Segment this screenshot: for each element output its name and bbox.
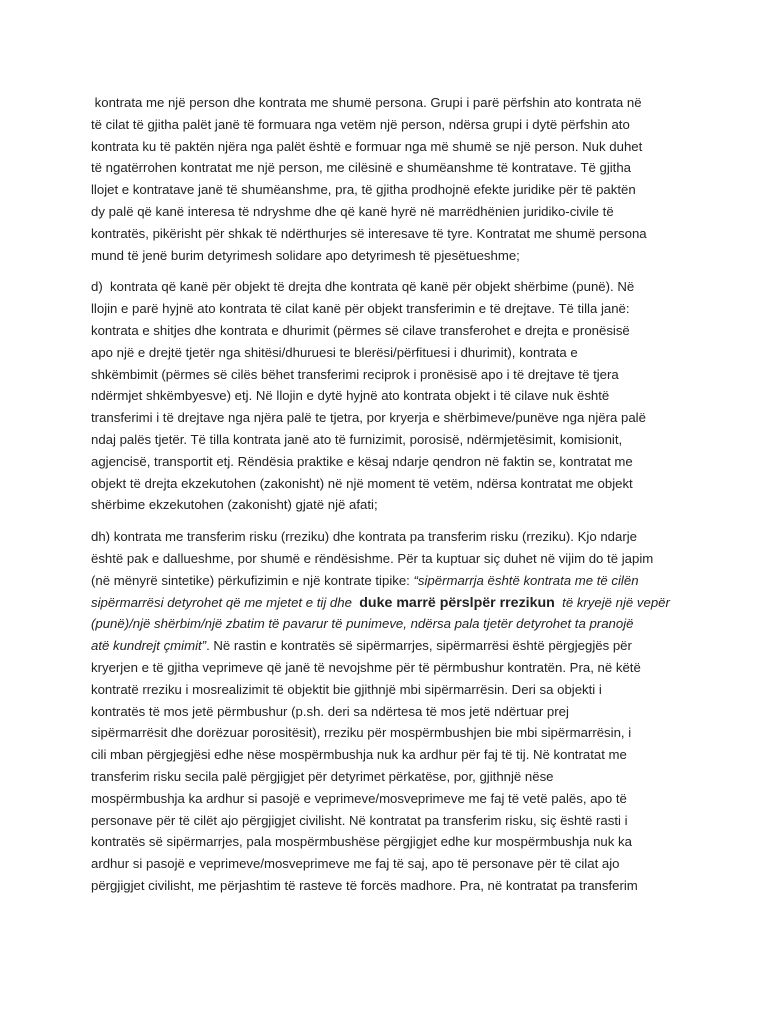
- text-line: kontratës, pikërisht për shkak të ndërthurjes së interesave të tyre. Kontratat me shumë persona: [91, 225, 647, 241]
- text-line: përgjigjet civilisht, me përjashtim të rasteve të forcës madhore. Pra, në kontratat pa transferim: [91, 877, 638, 893]
- text-line: shërbime ekzekutohen (zakonisht) gjatë një afati;: [91, 497, 378, 513]
- italic-text-segment: të kryejë një vepër: [554, 594, 670, 610]
- text-line: transferimi i të drejtave nga njëra palë te tjetra, por kryerja e shërbimeve/punëve nga njëra palë: [91, 410, 646, 426]
- paragraph: [91, 526, 741, 897]
- text-line: transferim risku secila palë përgjigjet për detyrimet përkatëse, por, gjithnjë nëse: [91, 768, 554, 784]
- text-line: ndaj palës tjetër. Të tilla kontrata janë ato të furnizimit, porosisë, ndërmjetësimit, komisionit,: [91, 431, 623, 447]
- text-segment: . Në rastin e kontratës së sipërmarrjes, sipërmarrësi është përgjegjës për: [206, 638, 632, 654]
- text-line: kontratës së sipërmarrjes, pala mospërmbushëse përgjigjet edhe kur mospërmbushja nuk ka: [91, 834, 632, 850]
- italic-text-segment: (punë)/një shërbim/një zbatim të pavarur të punimeve, ndërsa pala tjetër detyrohet ta pranojë: [91, 616, 634, 632]
- text-line: agjencisë, transportit etj. Rëndësia praktike e kësaj ndarje qendron në faktin se, kontratat me: [91, 453, 633, 469]
- text-line: kontrata ku të paktën njëra nga palët është e formuar nga më shumë se një person. Nuk duhet: [91, 138, 643, 154]
- document-body: [91, 92, 741, 907]
- text-line: kontratë rreziku i mosrealizimit të objektit bie gjithnjë mbi sipërmarrësin. Deri sa objekti i: [91, 681, 602, 697]
- text-line: mospërmbushja ka ardhur si pasojë e veprimeve/mosveprimeve me faj të vetë palës, apo të: [91, 790, 627, 806]
- text-line: dh) kontrata me transferim risku (rreziku) dhe kontrata pa transferim risku (rreziku). Kjo ndarje: [91, 529, 637, 545]
- text-line: kontrata me një person dhe kontrata me shumë persona. Grupi i parë përfshin ato kontrata në: [91, 95, 642, 110]
- paragraph: [91, 92, 741, 266]
- text-line: kryerjen e të gjitha veprimeve që janë të nevojshme për të përmbushur kontratën. Pra, në këtë: [91, 659, 641, 675]
- text-line: objekt të drejta ekzekutohen (zakonisht) në një moment të vetëm, ndërsa kontratat me objekt: [91, 475, 633, 491]
- text-line: [91, 570, 741, 592]
- text-line: kontrata e shitjes dhe kontrata e dhurimit (përmes së cilave transferohet e drejta e pronësisë: [91, 322, 630, 338]
- text-line: kontratës të mos jetë përmbushur (p.sh. deri sa ndërtesa të mos jetë ndërtuar prej: [91, 703, 569, 719]
- text-line: personave për të cilët ajo përgjigjet civilisht. Në kontratat pa transferim risku, siç është rasti i: [91, 812, 628, 828]
- text-line: [91, 613, 741, 635]
- text-line: dy palë që kanë interesa të ndryshme dhe që kanë hyrë në marrëdhënien juridiko-civile të: [91, 203, 614, 219]
- text-line: llojin e parë hyjnë ato kontrata të cilat kanë për objekt transferimin e të drejtave. Të tilla janë:: [91, 301, 630, 317]
- text-line: apo një e drejtë tjetër nga shitësi/dhuruesi te blerësi/përfituesi i dhurimit), kontrata e: [91, 344, 578, 360]
- text-line: cili mban përgjegjësi edhe nëse mospërmbushja nuk ka ardhur për faj të tij. Në kontratat me: [91, 747, 627, 763]
- text-line: të ngatërrohen kontratat me një person, me cilësinë e shumëanshme të kontratave. Të gjitha: [91, 160, 632, 176]
- text-line: të cilat të gjitha palët janë të formuara nga vetëm një person, ndërsa grupi i dytë përfshin ato: [91, 116, 630, 132]
- text-line: sipërmarrësit dhe dorëzuar porositësit), rreziku për mospërmbushjen bie mbi sipërmarrësin, i: [91, 725, 632, 741]
- italic-text-segment: “sipërmarrja është kontrata me të cilën: [413, 572, 639, 588]
- paragraph: [91, 276, 741, 516]
- text-line: mund të jenë burim detyrimesh solidare apo detyrimesh të pjesëtueshme;: [91, 247, 520, 263]
- text-line: shkëmbimit (përmes së cilës bëhet transferimi reciprok i pronësisë apo i të drejtave të tjera: [91, 366, 619, 382]
- bold-text-segment: duke marrë përslpër rrezikun: [359, 594, 555, 611]
- text-line: ndërmjet shkëmbyesve) etj. Në llojin e dytë hyjnë ato kontrata objekt i të cilave nuk është: [91, 388, 610, 404]
- text-line: llojet e kontratave janë të shumëanshme, pra, të gjitha prodhojnë efekte juridike për të paktën: [91, 182, 636, 198]
- italic-text-segment: sipërmarrësi detyrohet që me mjetet e tij dhe: [91, 594, 360, 610]
- text-segment: (në mënyrë sintetike) përkufizimin e një kontrate tipike:: [91, 572, 414, 588]
- italic-text-segment: atë kundrejt çmimit”: [91, 638, 207, 654]
- text-line: [91, 592, 741, 614]
- text-line: ardhur si pasojë e veprimeve/mosveprimeve me faj të saj, apo të personave për të cilat ajo: [91, 856, 620, 872]
- text-line: d) kontrata që kanë për objekt të drejta dhe kontrata që kanë për objekt shërbime (punë). Në: [91, 279, 635, 295]
- text-line: [91, 635, 741, 657]
- text-line: është pak e dallueshme, por shumë e rëndësishme. Për ta kuptuar siç duhet në vijim do të japim: [91, 550, 654, 566]
